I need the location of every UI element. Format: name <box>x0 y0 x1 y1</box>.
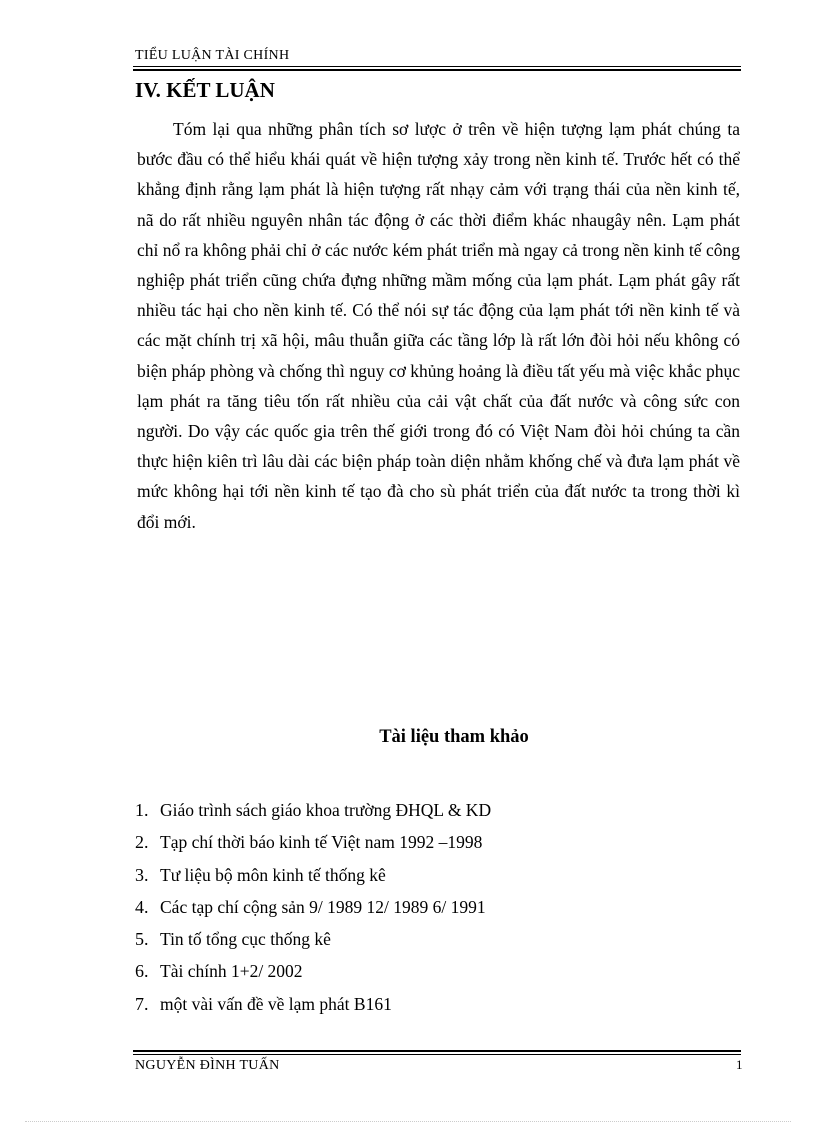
reference-text: Tư liệu bộ môn kinh tế thống kê <box>160 864 386 885</box>
reference-number: 3. <box>135 864 149 885</box>
reference-number: 6. <box>135 961 149 982</box>
page-edge-divider <box>25 1121 791 1122</box>
reference-number: 2. <box>135 832 149 853</box>
header-rule-thin <box>133 66 741 67</box>
conclusion-paragraph: Tóm lại qua những phân tích sơ lược ở trên về hiện tượng lạm phát chúng ta bước đầu có thể hiểu khái quát về hiện tượng xảy trong nền kinh tế. Trước hết có thể khẳng định rằng lạm phát là hiện tượng rất nhạy cảm với trạng thái của nền kinh tế, nã do rất nhiều nguyên nhân tác động ở các thời điểm khác nhaugây nên. Lạm phát chỉ nổ ra không phải chỉ ở các nước kém phát triển mà ngay cả trong nền kinh tế công nghiệp phát triển cũng chứa đựng những mầm mống của lạm phát. Lạm phát gây rất nhiều tác hại cho nền kinh tế. Có thể nói sự tác động của lạm phát tới nền kinh tế và các mặt chính trị xã hội, mâu thuẫn giữa các tầng lớp là rất lớn đòi hỏi nếu không có biện pháp phòng và chống thì nguy cơ khủng hoảng là điều tất yếu mà việc khắc phục lạm phát ra tăng tiêu tốn rất nhiều của cải vật chất của đất nước và công sức con người. Do vậy các quốc gia trên thế giới trong đó có Việt Nam đòi hỏi chúng ta cần thực hiện kiên trì lâu dài các biện pháp toàn diện nhằm khống chế và đưa lạm phát về mức không hại tới nền kinh tế tạo đà cho sù phát triển của đất nước ta trong thời kì đổi mới. <box>137 119 740 532</box>
footer-rule-thick <box>133 1050 741 1052</box>
reference-text: một vài vấn đề về lạm phát B161 <box>160 993 392 1014</box>
footer-rule-thin <box>133 1054 741 1055</box>
reference-text: Tin tố tổng cục thống kê <box>160 929 331 950</box>
reference-text: Các tạp chí cộng sản 9/ 1989 12/ 1989 6/ 1991 <box>160 896 486 917</box>
reference-number: 7. <box>135 993 149 1014</box>
reference-number: 4. <box>135 896 149 917</box>
reference-item <box>135 865 491 897</box>
reference-number: 1. <box>135 800 149 820</box>
reference-text: Tạp chí thời báo kinh tế Việt nam 1992 –1998 <box>160 832 483 853</box>
reference-number: 5. <box>135 929 149 950</box>
reference-item <box>135 832 491 864</box>
footer-author: NGUYỄN ĐÌNH TUẤN <box>135 1058 280 1073</box>
page-number: 1 <box>736 1057 743 1072</box>
reference-item <box>135 800 491 832</box>
reference-item <box>135 961 491 993</box>
reference-item <box>135 994 491 1026</box>
references-list <box>135 800 491 1026</box>
reference-text: Giáo trình sách giáo khoa trường ĐHQL & KD <box>160 800 492 820</box>
header-rule-thick <box>133 69 741 71</box>
header-title: TIỂU LUẬN TÀI CHÍNH <box>135 48 290 63</box>
reference-text: Tài chính 1+2/ 2002 <box>160 961 303 982</box>
reference-item <box>135 897 491 929</box>
reference-item <box>135 929 491 961</box>
references-title: Tài liệu tham khảo <box>379 727 529 747</box>
section-heading: IV. KẾT LUẬN <box>135 78 275 102</box>
